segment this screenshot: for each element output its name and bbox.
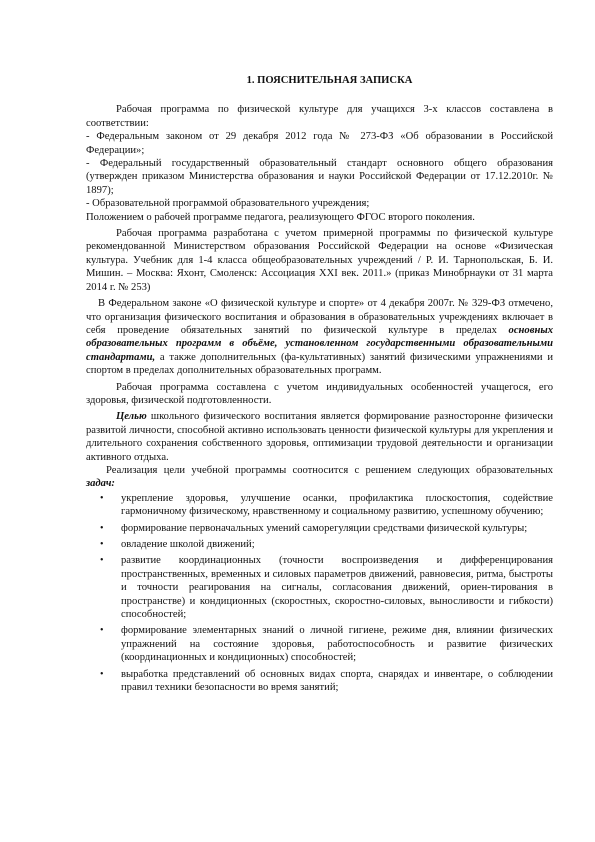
bullet-icon: • <box>100 492 104 504</box>
task-text: развитие координационных (точности воспроизведения и дифференцирования пространственных, временных и силовых параметров движений, равновесия, ритма, быстроты и точности реагирования на сигналы, согласования движений, ориен-тирования в пространстве) и кондиционных (скоростных, скоростно-силовых, выносливости и гибкости) способностей; <box>121 555 553 621</box>
bullet-icon: • <box>100 522 104 534</box>
tasks-label: задач: <box>86 478 115 490</box>
basis-line-3: - Образовательной программой образовательного учреждения; <box>86 198 370 210</box>
bullet-icon: • <box>100 625 104 637</box>
goal-text: школьного физического воспитания является формирование разносторонне физически развитой личности, способной активно использовать ценности физической культуры для укрепления и длительного сохранения собственного здоровья, оптимизации трудовой деятельности и организации активного отдыха. <box>86 411 553 463</box>
tasks-intro-text: Реализация цели учебной программы соотносится с решением следующих образовательных <box>106 464 553 476</box>
task-text: укрепление здоровья, улучшение осанки, профилактика плоскостопия, содействие гармоничному физическому, нравственному и социальному развитию, успешному обучению; <box>121 492 553 518</box>
task-text: выработка представлений об основных видах спорта, снарядах и инвентаре, о соблюдении правил техники безопасности во время занятий; <box>121 668 553 694</box>
individual-paragraph: Рабочая программа составлена с учетом индивидуальных особенностей учащегося, его здоровья, физической подготовленности. <box>86 381 553 406</box>
task-text: формирование элементарных знаний о личной гигиене, режиме дня, влиянии физических упражнений на состояние здоровья, работоспособность и развитие физических (координационных и кондиционных) способностей; <box>121 625 553 664</box>
list-item <box>86 668 553 695</box>
goal-paragraph <box>86 410 553 464</box>
law-text-end: а также дополнительных (фа-культативных) занятий физическими упражнениями и спортом в пределах дополнительных образовательных программ. <box>86 351 553 377</box>
list-item <box>86 554 553 621</box>
list-item <box>86 522 553 535</box>
section-title: 1. ПОЯСНИТЕЛЬНАЯ ЗАПИСКА <box>246 75 413 86</box>
basis-line-1: - Федеральным законом от 29 декабря 2012 года № 273-ФЗ «Об образовании в Российской Федерации»; <box>86 131 553 156</box>
tasks-intro-paragraph <box>86 464 553 491</box>
tasks-list <box>86 492 553 695</box>
list-item <box>86 538 553 551</box>
bullet-icon: • <box>100 668 104 680</box>
list-item <box>86 492 553 519</box>
law-emphasis: основных образовательных программ в объёме, установленном государственными образовательными стандартами, <box>86 324 553 363</box>
task-text: формирование первоначальных умений саморегуляции средствами физической культуры; <box>121 522 528 534</box>
task-text: овладение школой движений; <box>121 539 255 550</box>
basis-line-2: - Федеральный государственный образовательный стандарт основного общего образования (утвержден приказом Министерства образования и науки Российской Федерации от 17.12.2010г. № 1897); <box>86 158 553 196</box>
law-text-start: В Федеральном законе «О физической культуре и спорте» от 4 декабря 2007г. № 329-ФЗ отмечено, что организация физического воспитания и образования в образовательных учреждениях включает в себя проведение обязательных занятий по физической культуре в пределах <box>86 298 553 336</box>
bullet-icon: • <box>100 539 104 550</box>
law-paragraph <box>86 297 553 377</box>
bullet-icon: • <box>100 555 104 567</box>
program-source-paragraph: Рабочая программа разработана с учетом примерной программы по физической культуре рекомендованной Министерством образования Российской Федерации на основе «Физическая культура. Учебник для 1-4 класса общеобразовательных учреждений / Р. И. Тарнопольская, Б. И. Мишин. – Москва: Яхонт, Смоленск: Ассоциация XXI век. 2011.» (приказ Минобрнауки от 31 марта 2014 г. № 253) <box>86 228 553 293</box>
list-item <box>86 624 553 664</box>
basis-line-4: Положением о рабочей программе педагога, реализующего ФГОС второго поколения. <box>86 211 475 223</box>
goal-label: Целью <box>116 411 147 423</box>
intro-paragraph: Рабочая программа по физической культуре для учащихся 3-х классов составлена в соответствии: <box>86 104 553 129</box>
